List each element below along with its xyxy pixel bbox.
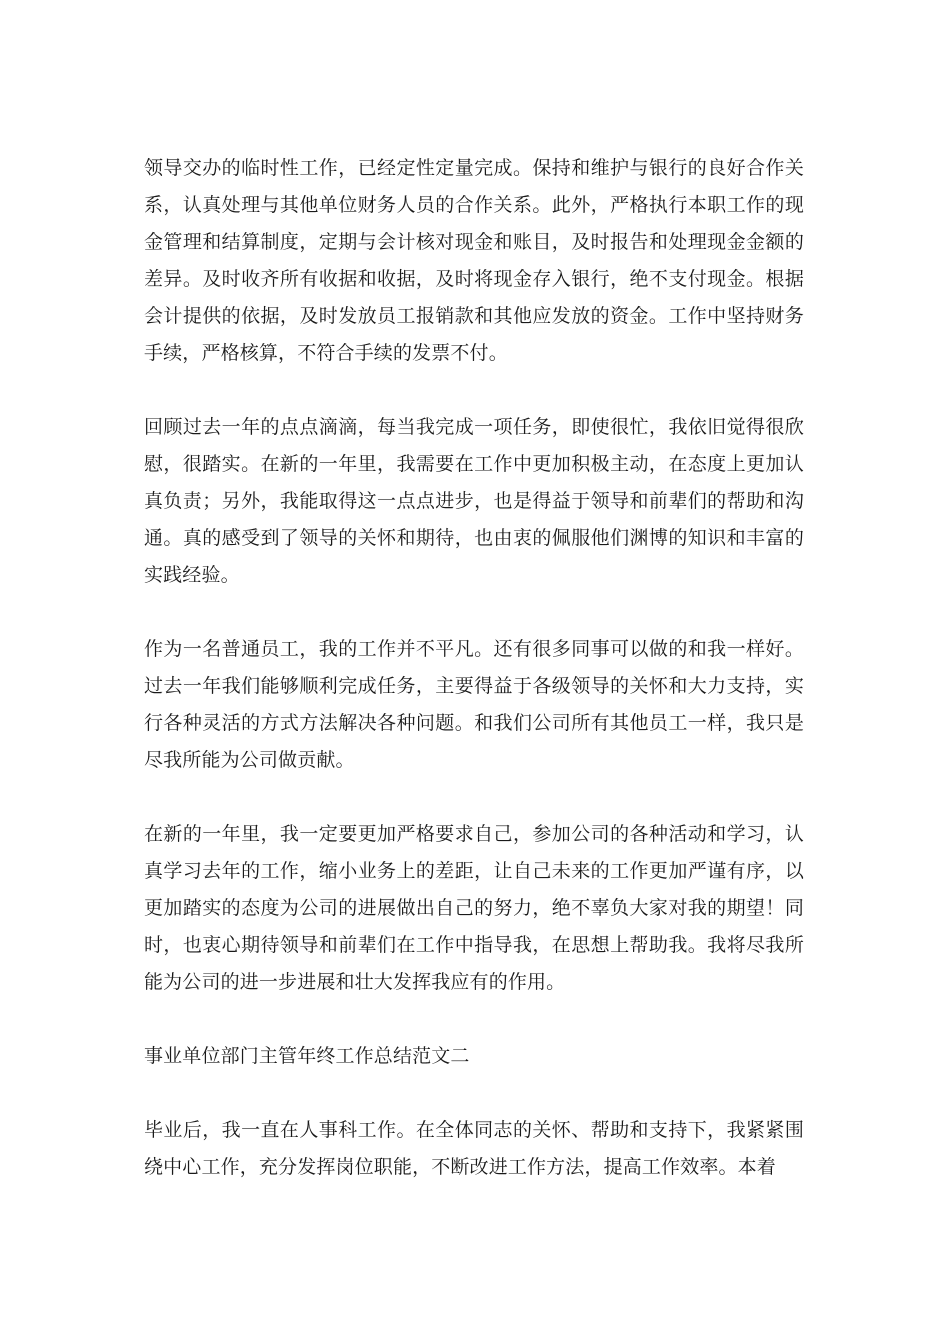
paragraph-review: 回顾过去一年的点点滴滴，每当我完成一项任务，即使很忙，我依旧觉得很欣慰，很踏实。在新的一年里，我需要在工作中更加积极主动，在态度上更加认真负责；另外，我能取得这一点点进步，也是得益于领导和前辈们的帮助和沟通。真的感受到了领导的关怀和期待，也由衷的佩服他们渊博的知识和丰富的实践经验。 — [144, 416, 804, 586]
paragraph-after-graduation: 毕业后，我一直在人事科工作。在全体同志的关怀、帮助和支持下，我紧紧围绕中心工作，充分发挥岗位职能，不断改进工作方法，提高工作效率。本着 — [144, 1119, 804, 1178]
paragraph-spacer — [144, 779, 804, 816]
paragraph-spacer — [144, 372, 804, 409]
paragraph-cash-management: 领导交办的临时性工作，已经定性定量完成。保持和维护与银行的良好合作关系，认真处理与其他单位财务人员的合作关系。此外，严格执行本职工作的现金管理和结算制度，定期与会计核对现金和账目，及时报告和处理现金金额的差异。及时收齐所有收据和收据，及时将现金存入银行，绝不支付现金。根据会计提供的依据，及时发放员工报销款和其他应发放的资金。工作中坚持财务手续，严格核算，不符合手续的发票不付。 — [144, 157, 804, 364]
document-page — [144, 150, 804, 1186]
section-heading: 事业单位部门主管年终工作总结范文二 — [144, 1045, 470, 1067]
paragraph-spacer — [144, 1075, 804, 1112]
paragraph-spacer — [144, 594, 804, 631]
paragraph-new-year-plan: 在新的一年里，我一定要更加严格要求自己，参加公司的各种活动和学习，认真学习去年的工作，缩小业务上的差距，让自己未来的工作更加严谨有序，以更加踏实的态度为公司的进展做出自己的努力，绝不辜负大家对我的期望！同时，也衷心期待领导和前辈们在工作中指导我，在思想上帮助我。我将尽我所能为公司的进一步进展和壮大发挥我应有的作用。 — [144, 823, 804, 993]
paragraph-spacer — [144, 1001, 804, 1038]
paragraph-ordinary-employee: 作为一名普通员工，我的工作并不平凡。还有很多同事可以做的和我一样好。过去一年我们能够顺利完成任务，主要得益于各级领导的关怀和大力支持，实行各种灵活的方式方法解决各种问题。和我们公司所有其他员工一样，我只是尽我所能为公司做贡献。 — [144, 638, 804, 771]
